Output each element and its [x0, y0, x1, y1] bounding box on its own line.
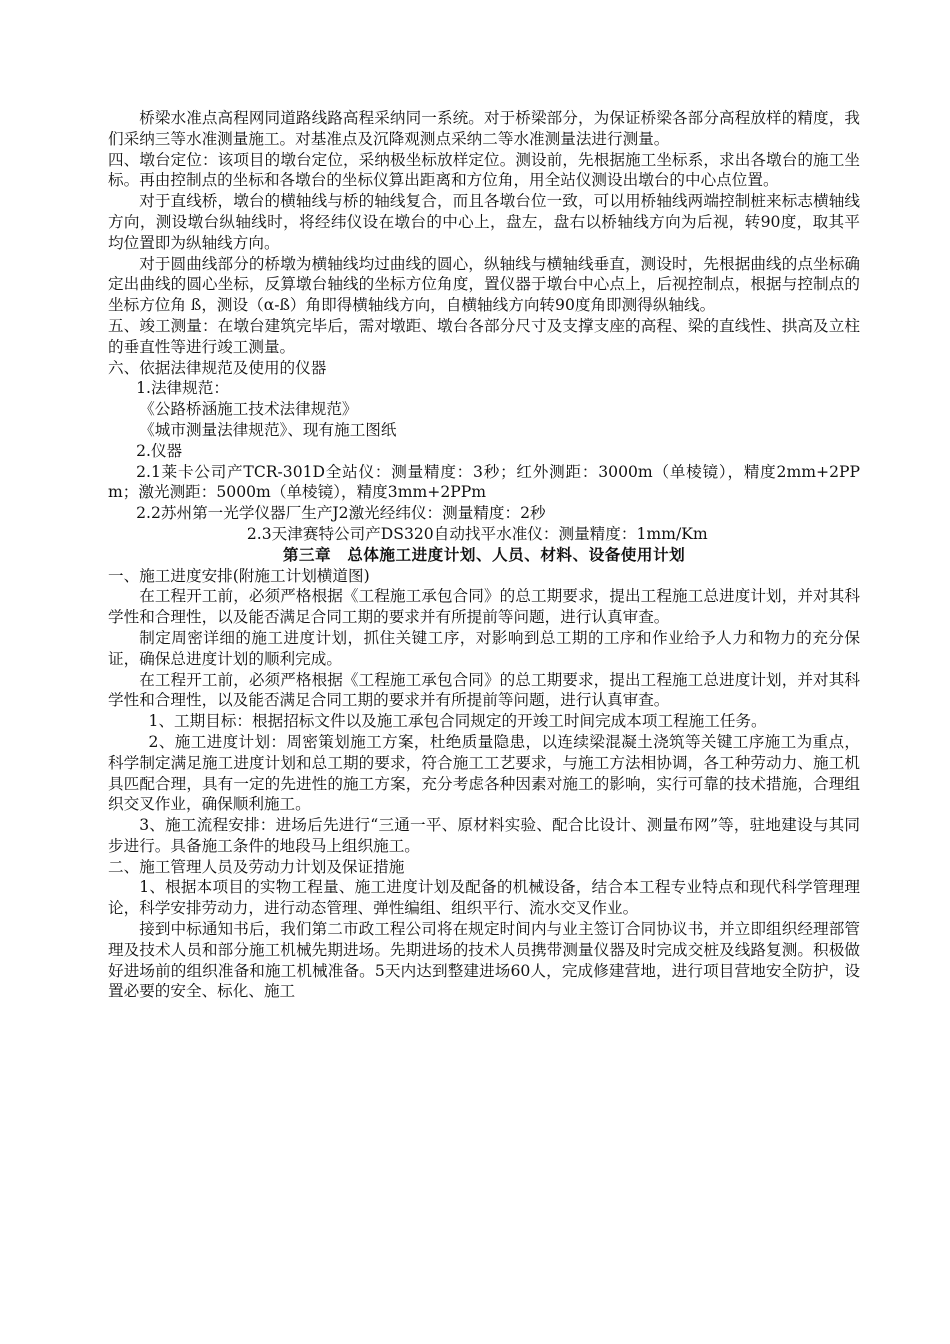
paragraph-straight-bridge: 对于直线桥，墩台的横轴线与桥的轴线复合，而且各墩台位一致，可以用桥轴线两端控制桩来标志横轴线方向，测设墩台纵轴线时，将经纬仪设在墩台的中心上，盘左，盘右以桥轴线方向为后视，转90度，取其平均位置即为纵轴线方向。 [108, 192, 860, 252]
paragraph-schedule-plan: 制定周密详细的施工进度计划，抓住关键工序，对影响到总工期的工序和作业给予人力和物力的充分保证，确保总进度计划的顺利完成。 [108, 628, 860, 668]
instrument-auto-level: 2.3天津赛特公司产DS320自动找平水准仪：测量精度：1mm/Km [246, 524, 708, 543]
chapter-title: 第三章 总体施工进度计划、人员、材料、设备使用计划 [282, 545, 686, 564]
paragraph-pier-positioning: 四、墩台定位：该项目的墩台定位，采纳极坐标放样定位。测设前，先根据施工坐标系，求出各墩台的施工坐标。再由控制点的坐标和各墩台的坐标仪算出距离和方位角，用全站仪测设出墩台的中心点位置。 [108, 150, 860, 190]
instrument-laser-theodolite: 2.2苏州第一光学仪器厂生产J2激光经纬仪：测量精度：2秒 [136, 504, 546, 523]
list-item-highway-bridge-spec: 《公路桥涵施工技术法律规范》 [139, 400, 358, 419]
instrument-total-station: 2.1莱卡公司产TCR-301D全站仪：测量精度：3秒；红外测距：3000m（单棱镜），精度2mm+2PPm；激光测距：5000m（单棱镜），精度3mm+2PPm [108, 462, 860, 502]
paragraph-mobilization: 接到中标通知书后，我们第二市政工程公司将在规定时间内与业主签订合同协议书，并立即组织经理部管理及技术人员和部分施工机械先期进场。先期进场的技术人员携带测量仪器及时完成交桩及线路复测。积极做好进场前的组织准备和施工机械准备。5天内达到整建进场60人，完成修建营地，进行项目营地安全防护，设置必要的安全、标化、施工 [108, 920, 860, 1001]
paragraph-completion-survey: 五、竣工测量：在墩台建筑完毕后，需对墩距、墩台各部分尺寸及支撑支座的高程、梁的直线性、拱高及立柱的垂直性等进行竣工测量。 [108, 316, 860, 356]
section-heading-regulations: 六、依据法律规范及使用的仪器 [108, 358, 327, 377]
list-item-instruments: 2.仪器 [136, 441, 183, 460]
document-page [108, 108, 860, 1002]
paragraph-schedule-review-2: 在工程开工前，必须严格根据《工程施工承包合同》的总工期要求，提出工程施工总进度计划，并对其科学性和合理性，以及能否满足合同工期的要求并有所提前等问题，进行认真审查。 [108, 670, 860, 710]
paragraph-bridge-leveling: 桥梁水准点高程网同道路线路高程采纳同一系统。对于桥梁部分，为保证桥梁各部分高程放样的精度，我们采纳三等水准测量施工。对基准点及沉降观测点采纳二等水准测量法进行测量。 [108, 109, 860, 148]
paragraph-process-arrangement: 3、施工流程安排：进场后先进行“三通一平、原材料实验、配合比设计、测量布网”等，驻地建设与其同步进行。具备施工条件的地段马上组织施工。 [108, 816, 860, 855]
list-item-urban-survey-spec: 《城市测量法律规范》、现有施工图纸 [139, 420, 397, 439]
paragraph-duration-target: 1、工期目标：根据招标文件以及施工承包合同规定的开竣工时间完成本项工程施工任务。 [148, 712, 767, 731]
paragraph-curved-bridge: 对于圆曲线部分的桥墩为横轴线均过曲线的圆心，纵轴线与横轴线垂直，测设时，先根据曲线的点坐标确定出曲线的圆心坐标，反算墩台轴线的坐标方位角度，置仪器于墩台中心点上，后视控制点，根据与控制点的坐标方位角 ß，测设（α-ß）角即得横轴线方向，自横轴线方向转90度角即测得纵轴线。 [108, 254, 860, 315]
paragraph-schedule-review-1: 在工程开工前，必须严格根据《工程施工承包合同》的总工期要求，提出工程施工总进度计划，并对其科学性和合理性，以及能否满足合同工期的要求并有所提前等问题，进行认真审查。 [108, 587, 860, 627]
section-heading-staffing: 二、施工管理人员及劳动力计划及保证措施 [108, 857, 405, 876]
paragraph-progress-plan: 2、施工进度计划：周密策划施工方案，杜绝质量隐患，以连续梁混凝土浇筑等关键工序施工为重点，科学制定满足施工进度计划和总工期的要求，符合施工工艺要求，与施工方法相协调，各工种劳动力、施工机具匹配合理，具有一定的先进性的施工方案，充分考虑各种因素对施工的影响，实行可靠的技术措施，合理组织交叉作业，确保顺利施工。 [108, 732, 860, 814]
paragraph-labor-arrangement: 1、根据本项目的实物工程量、施工进度计划及配备的机械设备，结合本工程专业特点和现代科学管理理论，科学安排劳动力，进行动态管理、弹性编组、组织平行、流水交叉作业。 [108, 878, 860, 918]
list-item-regulations: 1.法律规范： [136, 379, 229, 398]
section-heading-schedule: 一、施工进度安排(附施工计划横道图) [108, 566, 370, 585]
